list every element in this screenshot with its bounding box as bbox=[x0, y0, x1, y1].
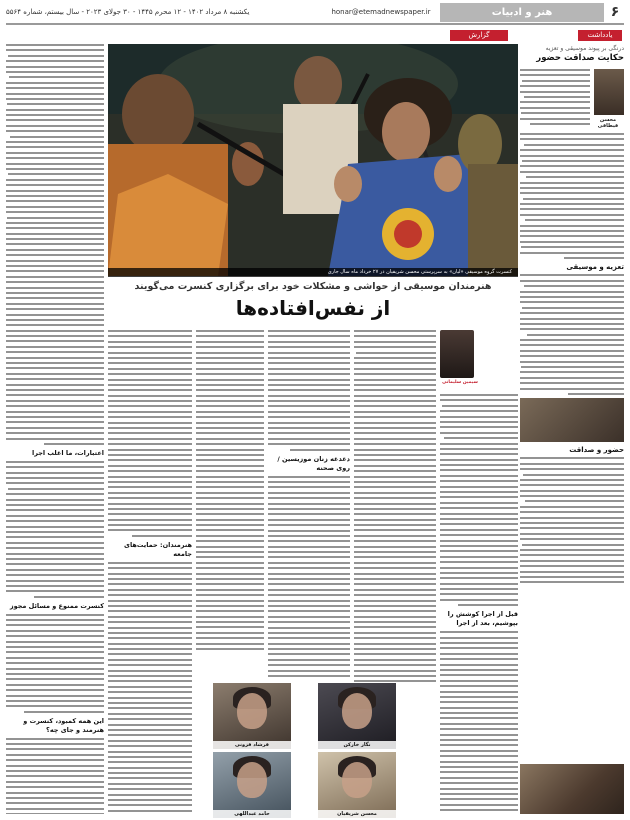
notes-body-text bbox=[520, 133, 624, 259]
left-body-text-2 bbox=[6, 461, 104, 598]
col3-section-title: دغدغه زنان موزیسین / روی صحنه bbox=[277, 454, 350, 472]
left-body-text-4 bbox=[6, 738, 104, 814]
section-name: هنر و ادبیات bbox=[440, 3, 604, 22]
left-section-title-1: اعتبارات، ما اغلب اجرا bbox=[31, 448, 104, 457]
section-email[interactable]: honar@etemadnewspaper.ir bbox=[331, 8, 431, 16]
col1-text-2 bbox=[440, 631, 518, 814]
notes-column bbox=[520, 44, 624, 814]
notes-kicker: درنگی بر پیوند موسیقی و تعزیه bbox=[545, 45, 624, 52]
left-body-text-3 bbox=[6, 614, 104, 713]
left-section-title-3: این همه کمبود، کنسرت و هنرمند و جای چه؟ bbox=[23, 716, 104, 734]
col1-text-1 bbox=[440, 394, 518, 606]
notes-body-text-2 bbox=[520, 274, 624, 395]
notes-author-box bbox=[520, 67, 624, 133]
date-line: یکشنبه ۸ مرداد ۱۴۰۲ - ۱۲ محرم ۱۴۴۵ - ۳۰ جولای ۲۰۲۳ - سال بیستم، شماره ۵۵۶۴ bbox=[6, 8, 250, 16]
portrait-photo bbox=[213, 683, 291, 749]
hero-caption: کنسرت گروه موسیقی «لیان» به سرپرستی محسن شریفیان در ۲۷ خرداد ماه سال جاری bbox=[108, 268, 518, 277]
article-column-1 bbox=[440, 394, 518, 814]
article-author-name: سیمین سلیمانی bbox=[442, 380, 478, 385]
col2-text-1 bbox=[354, 330, 436, 682]
col1-section-title: قبل از اجرا کوشش را بپوشیم، بعد از اجرا bbox=[447, 610, 518, 628]
portrait-photo bbox=[213, 752, 291, 818]
notes-section-title-2: حضور و صداقت bbox=[569, 446, 624, 455]
notes-section-title-1: تعزیه و موسیقی bbox=[566, 263, 624, 272]
left-body-text-1 bbox=[6, 44, 104, 445]
article-column-5 bbox=[108, 330, 192, 814]
article-headline: از نفس‌افتاده‌ها bbox=[235, 296, 391, 320]
notes-tag: یادداشت bbox=[578, 30, 622, 41]
article-author-photo bbox=[440, 330, 474, 378]
article-column-4 bbox=[196, 330, 264, 680]
page-header bbox=[0, 0, 630, 26]
portrait-photo bbox=[318, 752, 396, 818]
notes-inline-photo bbox=[520, 398, 624, 442]
article-subhead: هنرمندان موسیقی از حواشی و مشکلات خود برای برگزاری کنسرت می‌گویند bbox=[134, 281, 492, 292]
col5-text-2 bbox=[108, 562, 192, 814]
left-section-title-2: کنسرت ممنوع و مسائل مجوز bbox=[9, 601, 104, 610]
col5-section-title: هنرمندان: حمایت‌های جامعه bbox=[124, 540, 192, 558]
page-number: ۶ bbox=[604, 3, 626, 22]
portrait-caption: محسن شریفیان bbox=[318, 810, 396, 818]
portrait-caption: حامد عبداللهی bbox=[213, 810, 291, 818]
notes-intro-text bbox=[520, 69, 590, 128]
article-author-box bbox=[440, 330, 518, 390]
left-article-column bbox=[6, 44, 104, 814]
hero-photo bbox=[108, 44, 518, 276]
col3-text-1 bbox=[268, 330, 350, 451]
notes-bottom-photo bbox=[520, 764, 624, 814]
portrait-caption: فرشاد فزونی bbox=[213, 741, 291, 749]
hero-photo-illustration bbox=[108, 44, 518, 276]
notes-author-photo bbox=[594, 69, 624, 115]
col4-text-1 bbox=[196, 330, 264, 650]
col5-text-1 bbox=[108, 330, 192, 537]
notes-body-text-3 bbox=[520, 457, 624, 583]
col3-text-2 bbox=[268, 476, 350, 680]
portrait-caption: نگار خارکن bbox=[318, 741, 396, 749]
notes-author-name: محسن قیطاقی bbox=[597, 117, 619, 129]
notes-title: حکایت صداقت حضور bbox=[536, 53, 624, 63]
header-rule bbox=[6, 23, 624, 25]
article-column-3 bbox=[268, 330, 350, 680]
report-tag: گزارش bbox=[450, 30, 508, 41]
portrait-photo bbox=[318, 683, 396, 749]
